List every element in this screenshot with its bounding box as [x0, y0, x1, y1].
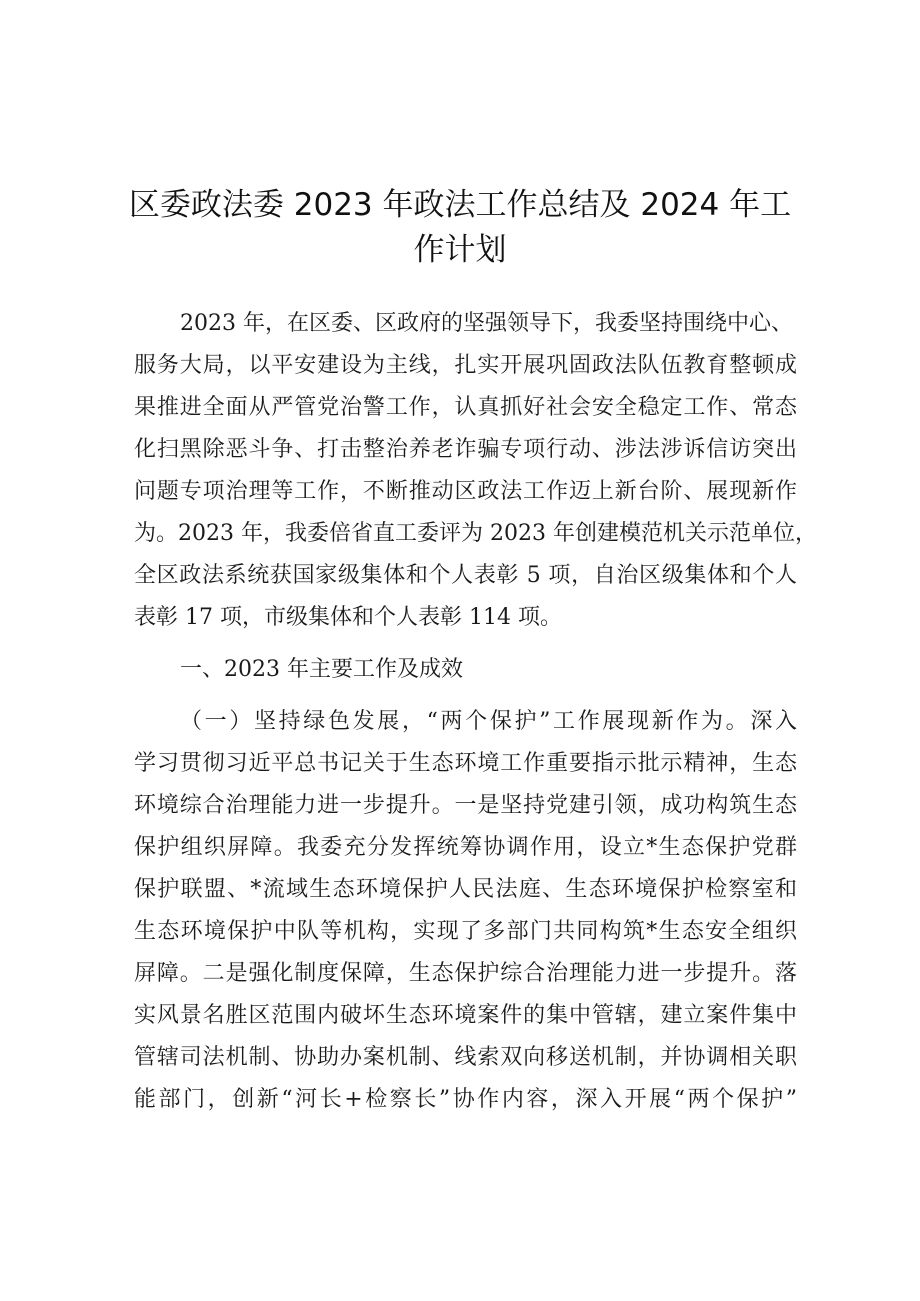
- subsection-line-1: （一）坚持绿色发展，“两个保护”工作展现新作为。深入: [180, 709, 797, 734]
- intro-line-6: 为。2023 年，我委倍省直工委评为 2023 年创建模范机关示范单位，: [134, 521, 817, 546]
- subsection-line-7: 屏障。二是强化制度保障，生态保护综合治理能力进一步提升。落: [134, 961, 797, 986]
- intro-line-5: 问题专项治理等工作，不断推动区政法工作迈上新台阶、展现新作: [134, 479, 797, 504]
- subsection-line-6: 生态环境保护中队等机构，实现了多部门共同构筑*生态安全组织: [134, 919, 797, 944]
- subsection-line-3: 环境综合治理能力进一步提升。一是坚持党建引领，成功构筑生态: [134, 793, 797, 818]
- intro-line-7: 全区政法系统获国家级集体和个人表彰 5 项，自治区级集体和个人: [134, 563, 797, 588]
- section-heading-1: 一、2023 年主要工作及成效: [180, 657, 463, 682]
- intro-line-8: 表彰 17 项，市级集体和个人表彰 114 项。: [134, 605, 562, 630]
- subsection-line-10: 能部门，创新“河长+检察长”协作内容，深入开展“两个保护”: [134, 1087, 797, 1112]
- intro-line-4: 化扫黑除恶斗争、打击整治养老诈骗专项行动、涉法涉诉信访突出: [134, 437, 797, 462]
- document-title-line-1: 区委政法委 2023 年政法工作总结及 2024 年工: [128, 187, 792, 223]
- intro-line-1: 2023 年，在区委、区政府的坚强领导下，我委坚持围绕中心、: [180, 311, 793, 336]
- subsection-line-5: 保护联盟、*流域生态环境保护人民法庭、生态环境保护检察室和: [134, 877, 797, 902]
- intro-line-3: 果推进全面从严管党治警工作，认真抓好社会安全稳定工作、常态: [134, 395, 797, 420]
- subsection-line-8: 实风景名胜区范围内破坏生态环境案件的集中管辖，建立案件集中: [134, 1003, 797, 1028]
- intro-line-2: 服务大局，以平安建设为主线，扎实开展巩固政法队伍教育整顿成: [134, 353, 797, 378]
- subsection-line-4: 保护组织屏障。我委充分发挥统筹协调作用，设立*生态保护党群: [134, 835, 797, 860]
- subsection-line-9: 管辖司法机制、协助办案机制、线索双向移送机制，并协调相关职: [134, 1045, 797, 1070]
- subsection-line-2: 学习贯彻习近平总书记关于生态环境工作重要指示批示精神，生态: [134, 751, 797, 776]
- document-title-line-2: 作计划: [413, 232, 507, 268]
